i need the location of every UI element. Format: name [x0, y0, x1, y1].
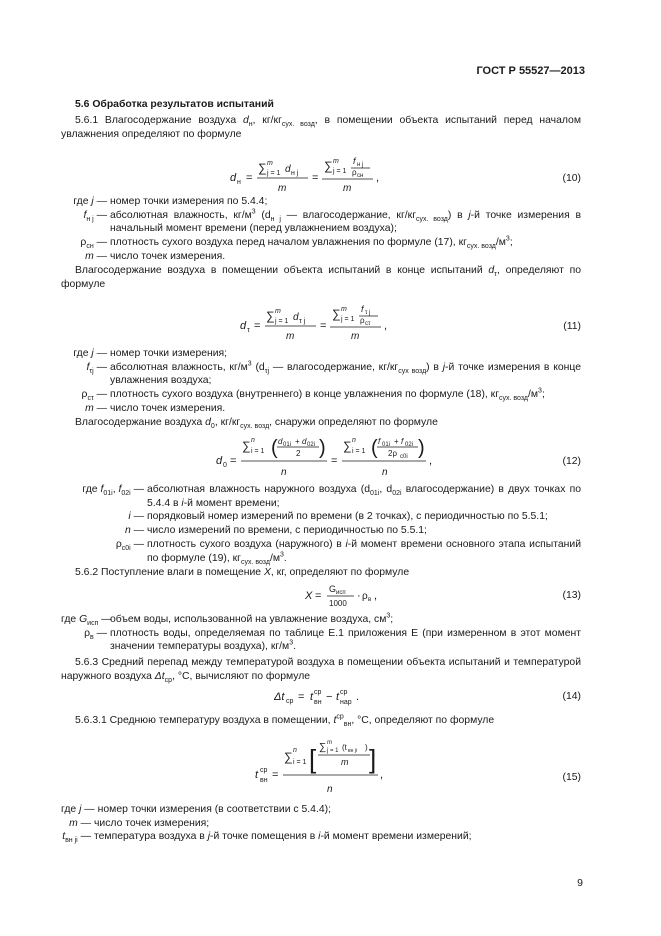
- svg-text:m: m: [278, 183, 287, 194]
- svg-text:j = 1: j = 1: [327, 748, 339, 754]
- section-title: 5.6 Обработка результатов испытаний: [75, 99, 274, 110]
- svg-text:n: n: [382, 467, 388, 478]
- paragraph-5-6-3-1: 5.6.3.1 Среднюю температуру воздуха в помещении, $t^{ср}_{вн}$, °С, определяют по формуле: [75, 713, 495, 729]
- svg-text:τ j: τ j: [365, 310, 371, 316]
- svg-text:исп: исп: [336, 590, 346, 596]
- svg-text:01i: 01i: [382, 442, 391, 448]
- formula-11: [240, 302, 440, 346]
- svg-text:∑: ∑: [258, 161, 267, 175]
- svg-text:вн: вн: [314, 699, 322, 706]
- svg-text:=: =: [298, 691, 305, 703]
- svg-text:f: f: [361, 304, 364, 314]
- svg-text:ср: ср: [260, 767, 268, 774]
- svg-text:01i: 01i: [283, 442, 292, 448]
- svg-text:d: d: [293, 312, 299, 323]
- legend-formula-10: где j — номер точки измерения по 5.4.4; $f_{н j}$ — абсолютная влажность, $кг/м^3$ ($d_{н j}$ — влагосодержание, $кг/кг_{сух. возд}$) в j-й точке измерения в начальный момент времени (перед увлажнением воздуха); $\rho_{сн}$ — плотность сухого воздуха перед началом увлажнения по формуле (17), $кг_{сух. возд}/м^3$; m — число точек измерения.: [73, 196, 581, 262]
- svg-text:): ): [365, 743, 368, 752]
- svg-text:f: f: [401, 437, 404, 446]
- svg-text:=: =: [246, 172, 253, 184]
- svg-text:d: d: [285, 164, 291, 175]
- svg-text:ρ: ρ: [360, 316, 365, 325]
- svg-text:=: =: [254, 320, 261, 332]
- svg-text:τ: τ: [247, 327, 250, 334]
- page-number: 9: [577, 877, 583, 889]
- svg-text:нар: нар: [340, 699, 352, 706]
- svg-text:t: t: [310, 691, 314, 703]
- svg-text:2ρ: 2ρ: [388, 449, 397, 458]
- formula-13: [305, 582, 425, 614]
- paragraph-end-of-test: Влагосодержание воздуха в помещении объекта испытаний в конце испытаний $d_\tau$, определяют по формуле: [61, 265, 581, 290]
- paragraph-5-6-3: 5.6.3 Средний перепад между температурой воздуха в помещении объекта испытаний и температурой наружного воздуха $\Delta t_{ср}$, °С, вычисляют по формуле: [61, 657, 581, 684]
- paragraph-5-6-1: 5.6.1 Влагосодержание воздуха $d_н$, $кг/кг_{сух. возд}$, в помещении объекта испытаний перед началом увлажнения определяют по формуле: [61, 115, 581, 140]
- svg-text:+: +: [394, 437, 399, 446]
- svg-text:m: m: [341, 306, 347, 313]
- svg-text:ρ: ρ: [352, 168, 357, 177]
- svg-text:в: в: [368, 597, 372, 603]
- formula-14: [274, 684, 384, 710]
- svg-text:(: (: [371, 437, 378, 459]
- svg-text:ср: ср: [340, 689, 348, 696]
- svg-text:·: ·: [357, 590, 361, 602]
- formula-10-number: (10): [562, 173, 581, 184]
- svg-text:∑: ∑: [266, 309, 275, 323]
- svg-text:ср: ср: [314, 689, 322, 696]
- svg-text:d: d: [230, 172, 237, 184]
- legend-formula-11: где j — номер точки измерения; $f_{\tau j}$ — абсолютная влажность, $кг/м^3$ ($d_{\tau j}$ — влагосодержание, $кг/кг_{сух возд}$) в j-й точке измерения в конце увлажнения воздуха; $\rho_{c\tau}$ — плотность сухого воздуха (внутреннего) в конце увлажнения по формуле (18), $кг_{сух. возд}/м^3$; m — число точек измерения.: [73, 348, 581, 414]
- svg-text:,: ,: [374, 590, 378, 602]
- paragraph-outside-air: Влагосодержание воздуха $d_0$, $кг/кг_{сух. возд}$, снаружи определяют по формуле: [75, 417, 438, 431]
- svg-text:i = 1: i = 1: [251, 448, 265, 455]
- formula-10: [230, 154, 440, 198]
- svg-text:j = 1: j = 1: [333, 168, 347, 175]
- svg-text:(t: (t: [342, 743, 347, 752]
- svg-text:∑: ∑: [284, 750, 293, 764]
- svg-text:н j: н j: [291, 170, 299, 177]
- svg-text:∑: ∑: [242, 439, 251, 453]
- svg-text:d: d: [302, 437, 307, 446]
- svg-text:m: m: [275, 308, 281, 315]
- svg-text:ср: ср: [286, 698, 294, 705]
- formula-12: [216, 432, 456, 484]
- svg-text:j = 1: j = 1: [267, 170, 281, 177]
- svg-text:=: =: [320, 320, 327, 332]
- svg-text:m: m: [343, 183, 352, 194]
- formula-11-number: (11): [563, 321, 581, 332]
- svg-text:вн ji: вн ji: [348, 748, 358, 754]
- svg-text:[: [: [309, 744, 317, 774]
- formula-15-number: (15): [562, 772, 581, 783]
- svg-text:d: d: [240, 320, 247, 332]
- svg-text:n: n: [281, 467, 287, 478]
- standard-header: ГОСТ Р 55527—2013: [476, 65, 585, 77]
- svg-text:(: (: [271, 437, 278, 459]
- svg-text:G: G: [329, 584, 337, 594]
- svg-text:): ): [418, 437, 425, 459]
- svg-text:t: t: [255, 769, 259, 781]
- svg-text:n: n: [352, 437, 356, 444]
- legend-formula-12: где $f_{01i}$, $f_{02i}$ — абсолютная влажность наружного воздуха ($d_{01i}$, $d_{02i}$ влагосодержание) в двух точках по 5.4.4 в i-й момент времени; i — порядковый номер измерений по времени (в 2 точках), с периодичностью по 5.5.1; n — число измерений по времени, с периодичностью по 5.5.1; $\rho_{c0i}$ — плотность сухого воздуха (наружного) в i-й момент времени основного этапа испытаний по формуле (19), $кг_{сух. возд}/м^3$.: [82, 484, 582, 566]
- svg-text:): ): [319, 437, 326, 459]
- svg-text:ρ: ρ: [362, 591, 368, 602]
- formula-14-number: (14): [562, 691, 581, 702]
- svg-text:d: d: [278, 437, 283, 446]
- svg-text:∑: ∑: [324, 159, 333, 173]
- svg-text:+: +: [295, 437, 300, 446]
- svg-text:m: m: [341, 757, 349, 767]
- svg-text:m: m: [267, 160, 273, 167]
- svg-text:∑: ∑: [343, 439, 352, 453]
- svg-text:=: =: [331, 455, 338, 467]
- svg-text:n: n: [251, 437, 255, 444]
- svg-text:m: m: [327, 740, 332, 746]
- legend-formula-13: где $G_{исп}$ — объем воды, использованной на увлажнение воздуха, $см^3$; $\rho_в$ — плотность воды, определяемая по таблице Е.1 приложения Е (при измеренном в этот момент значении температуры воздуха), $кг/м^3$.: [61, 612, 581, 653]
- svg-text:−: −: [326, 691, 333, 703]
- svg-text:m: m: [333, 158, 339, 165]
- svg-text:n: n: [293, 747, 297, 754]
- svg-text:∑: ∑: [319, 742, 327, 753]
- svg-text:m: m: [286, 331, 295, 342]
- svg-text:n: n: [327, 784, 333, 795]
- svg-text:02i: 02i: [307, 442, 316, 448]
- svg-text:c0i: c0i: [400, 454, 408, 460]
- formula-13-number: (13): [562, 590, 581, 601]
- svg-text:i = 1: i = 1: [352, 448, 366, 455]
- svg-text:=: =: [312, 172, 319, 184]
- svg-text:X: X: [305, 590, 313, 602]
- svg-text:н: н: [237, 179, 241, 186]
- svg-text:=: =: [315, 590, 322, 602]
- svg-text:Δt: Δt: [274, 691, 285, 703]
- svg-text:0: 0: [223, 462, 227, 469]
- svg-text:н j: н j: [357, 162, 364, 168]
- svg-text:j = 1: j = 1: [341, 316, 355, 323]
- svg-text:02i: 02i: [405, 442, 414, 448]
- svg-text:=: =: [230, 455, 237, 467]
- svg-text:сн: сн: [357, 173, 364, 179]
- svg-text:j = 1: j = 1: [275, 318, 289, 325]
- paragraph-5-6-2: 5.6.2 Поступление влаги в помещение X, кг, определяют по формуле: [75, 567, 410, 578]
- svg-text:,: ,: [384, 320, 388, 332]
- svg-text:t: t: [336, 691, 340, 703]
- svg-text:=: =: [272, 769, 279, 781]
- svg-text:2: 2: [296, 449, 301, 458]
- svg-text:∑: ∑: [332, 307, 341, 321]
- svg-text:τ j: τ j: [299, 318, 306, 325]
- svg-text:d: d: [216, 455, 223, 467]
- formula-12-number: (12): [562, 456, 581, 467]
- svg-text:1000: 1000: [329, 599, 347, 608]
- svg-text:.: .: [356, 691, 360, 703]
- svg-text:,: ,: [376, 172, 380, 184]
- formula-15: [255, 734, 405, 798]
- svg-text:m: m: [351, 331, 360, 342]
- svg-text:,: ,: [380, 769, 384, 781]
- svg-text:cτ: cτ: [365, 321, 371, 327]
- legend-formula-15: где j — номер точки измерения (в соответствии с 5.4.4); m — число точек измерения; $t_{вн ji}$ — температура воздуха в j-й точке помещения в i-й момент времени измерений;: [61, 804, 472, 845]
- svg-text:вн: вн: [260, 777, 268, 784]
- svg-text:f: f: [378, 437, 381, 446]
- svg-text:]: ]: [369, 744, 377, 774]
- svg-text:f: f: [353, 156, 356, 166]
- svg-text:i = 1: i = 1: [293, 759, 307, 766]
- svg-text:,: ,: [429, 455, 433, 467]
